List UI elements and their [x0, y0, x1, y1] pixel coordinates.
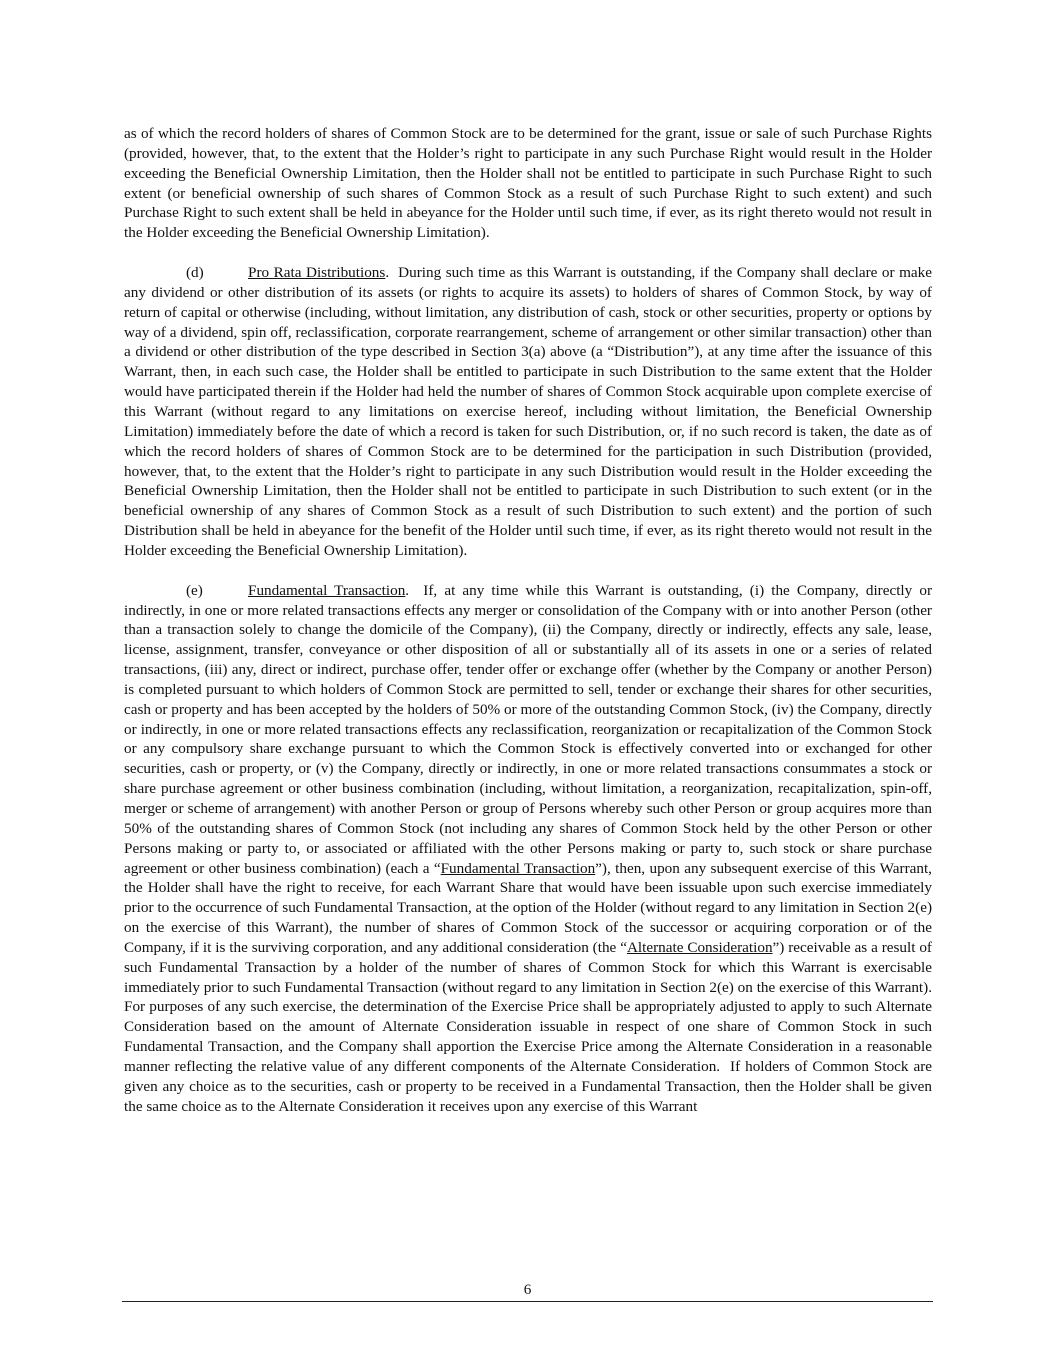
section-e-body-2: ”), then, upon any subsequent exercise of this Warrant, the Holder shall have the right to receive, for each Warrant Share that would have been issuable upon such exercise immediately prior to the occurrence of such Fundamental Transaction, at the option of the Holder (without regard to any limitation in Section 2(e) on the exercise of this Warrant), the number of shares of Common Stock of the successor or acquiring corporation or of the Company, if it is the surviving corporation, and any additional consideration (the “ [124, 859, 932, 956]
section-e-paragraph [124, 581, 940, 1117]
page-number: 6 [523, 1281, 532, 1298]
section-e-heading-punct: . [405, 581, 410, 599]
section-d-heading: Pro Rata Distributions [248, 264, 386, 282]
section-e-label: (e) [186, 581, 203, 599]
section-d-paragraph [124, 263, 936, 561]
section-d-body: During such time as this Warrant is outstanding, if the Company shall declare or make any dividend or other distribution of its assets (or rights to acquire its assets) to holders of shares of Common Stock, by way of return of capital or otherwise (including, without limitation, any distribution of cash, stock or other securities, property or options by way of a dividend, spin off, reclassification, corporate rearrangement, scheme of arrangement or other similar transaction) other than a dividend or other distribution of the type described in Section 3(a) above (a “Distribution”), at any time after the issuance of this Warrant, then, in each such case, the Holder shall be entitled to participate in such Distribution to the same extent that the Holder would have participated therein if the Holder had held the number of shares of Common Stock acquirable upon complete exercise of this Warrant (without regard to any limitations on exercise hereof, including without limitation, the Beneficial Ownership Limitation) immediately before the date of which a record is taken for such Distribution, or, if no such record is taken, the date as of which the record holders of shares of Common Stock are to be determined for the participation in such Distribution (provided, however, that, to the extent that the Holder’s right to participate in any such Distribution would result in the Holder exceeding the Beneficial Ownership Limitation, then the Holder shall not be entitled to participate in such Distribution to such extent (or in the beneficial ownership of any shares of Common Stock as a result of such Distribution to such extent) and the portion of such Distribution shall be held in abeyance for the benefit of the Holder until such time, if ever, as its right thereto would not result in the Holder exceeding the Beneficial Ownership Limitation). [124, 264, 936, 559]
section-d-heading-punct: . [385, 264, 390, 282]
section-d-label: (d) [186, 264, 204, 282]
defined-term-fundamental-transaction: Fundamental Transaction [440, 859, 596, 877]
section-e-body-3: ”) receivable as a result of such Fundamental Transaction by a holder of the number of shares of Common Stock for which this Warrant is exercisable immediately prior to such Fundamental Transaction (without regard to any limitation in Section 2(e) on the exercise of this Warrant). For purposes of any such exercise, the determination of the Exercise Price shall be appropriately adjusted to apply to such Alternate Consideration based on the amount of Alternate Consideration issuable in respect of one share of Common Stock in such Fundamental Transaction, and the Company shall apportion the Exercise Price among the Alternate Consideration in a reasonable manner reflecting the relative value of any different components of the Alternate Consideration. If holders of Common Stock are given any choice as to the securities, cash or property to be received in a Fundamental Transaction, then the Holder shall be given the same choice as to the Alternate Consideration it receives upon any exercise of this Warrant [124, 938, 940, 1115]
section-e-heading: Fundamental Transaction [248, 581, 406, 599]
section-e-body-1: If, at any time while this Warrant is outstanding, (i) the Company, directly or indirectly, in one or more related transactions effects any merger or consolidation of the Company with or into another Person (other than a transaction solely to change the domicile of the Company), (ii) the Company, directly or indirectly, effects any sale, lease, license, assignment, transfer, conveyance or other disposition of all or substantially all of its assets in one or a series of related transactions, (iii) any, direct or indirect, purchase offer, tender offer or exchange offer (whether by the Company or another Person) is completed pursuant to which holders of Common Stock are permitted to sell, tender or exchange their shares for other securities, cash or property and has been accepted by the holders of 50% or more of the outstanding Common Stock, (iv) the Company, directly or indirectly, in one or more related transactions effects any reclassification, reorganization or recapitalization of the Common Stock or any compulsory share exchange pursuant to which the Common Stock is effectively converted into or exchanged for other securities, cash or property, or (v) the Company, directly or indirectly, in one or more related transactions consummates a stock or share purchase agreement or other business combination (including, without limitation, a reorganization, recapitalization, spin-off, merger or scheme of arrangement) with another Person or group of Persons whereby such other Person or group acquires more than 50% of the outstanding shares of Common Stock (not including any shares of Common Stock held by the other Person or other Persons making or party to, or associated or affiliated with the other Persons making or party to, such stock or share purchase agreement or other business combination) (each a “ [124, 581, 936, 877]
document-page [124, 124, 940, 1137]
defined-term-alternate-consideration: Alternate Consideration [626, 938, 773, 956]
footer-divider [122, 1301, 933, 1302]
paragraph-c-continuation: as of which the record holders of shares of Common Stock are to be determined for the grant, issue or sale of such Purchase Rights (provided, however, that, to the extent that the Holder’s right to participate in any such Purchase Right would result in the Holder exceeding the Beneficial Ownership Limitation, then the Holder shall not be entitled to participate in such Purchase Right to such extent (or beneficial ownership of such shares of Common Stock as a result of such Purchase Right to such extent) and such Purchase Right to such extent shall be held in abeyance for the Holder until such time, if ever, as its right thereto would not result in the Holder exceeding the Beneficial Ownership Limitation). [124, 125, 932, 242]
